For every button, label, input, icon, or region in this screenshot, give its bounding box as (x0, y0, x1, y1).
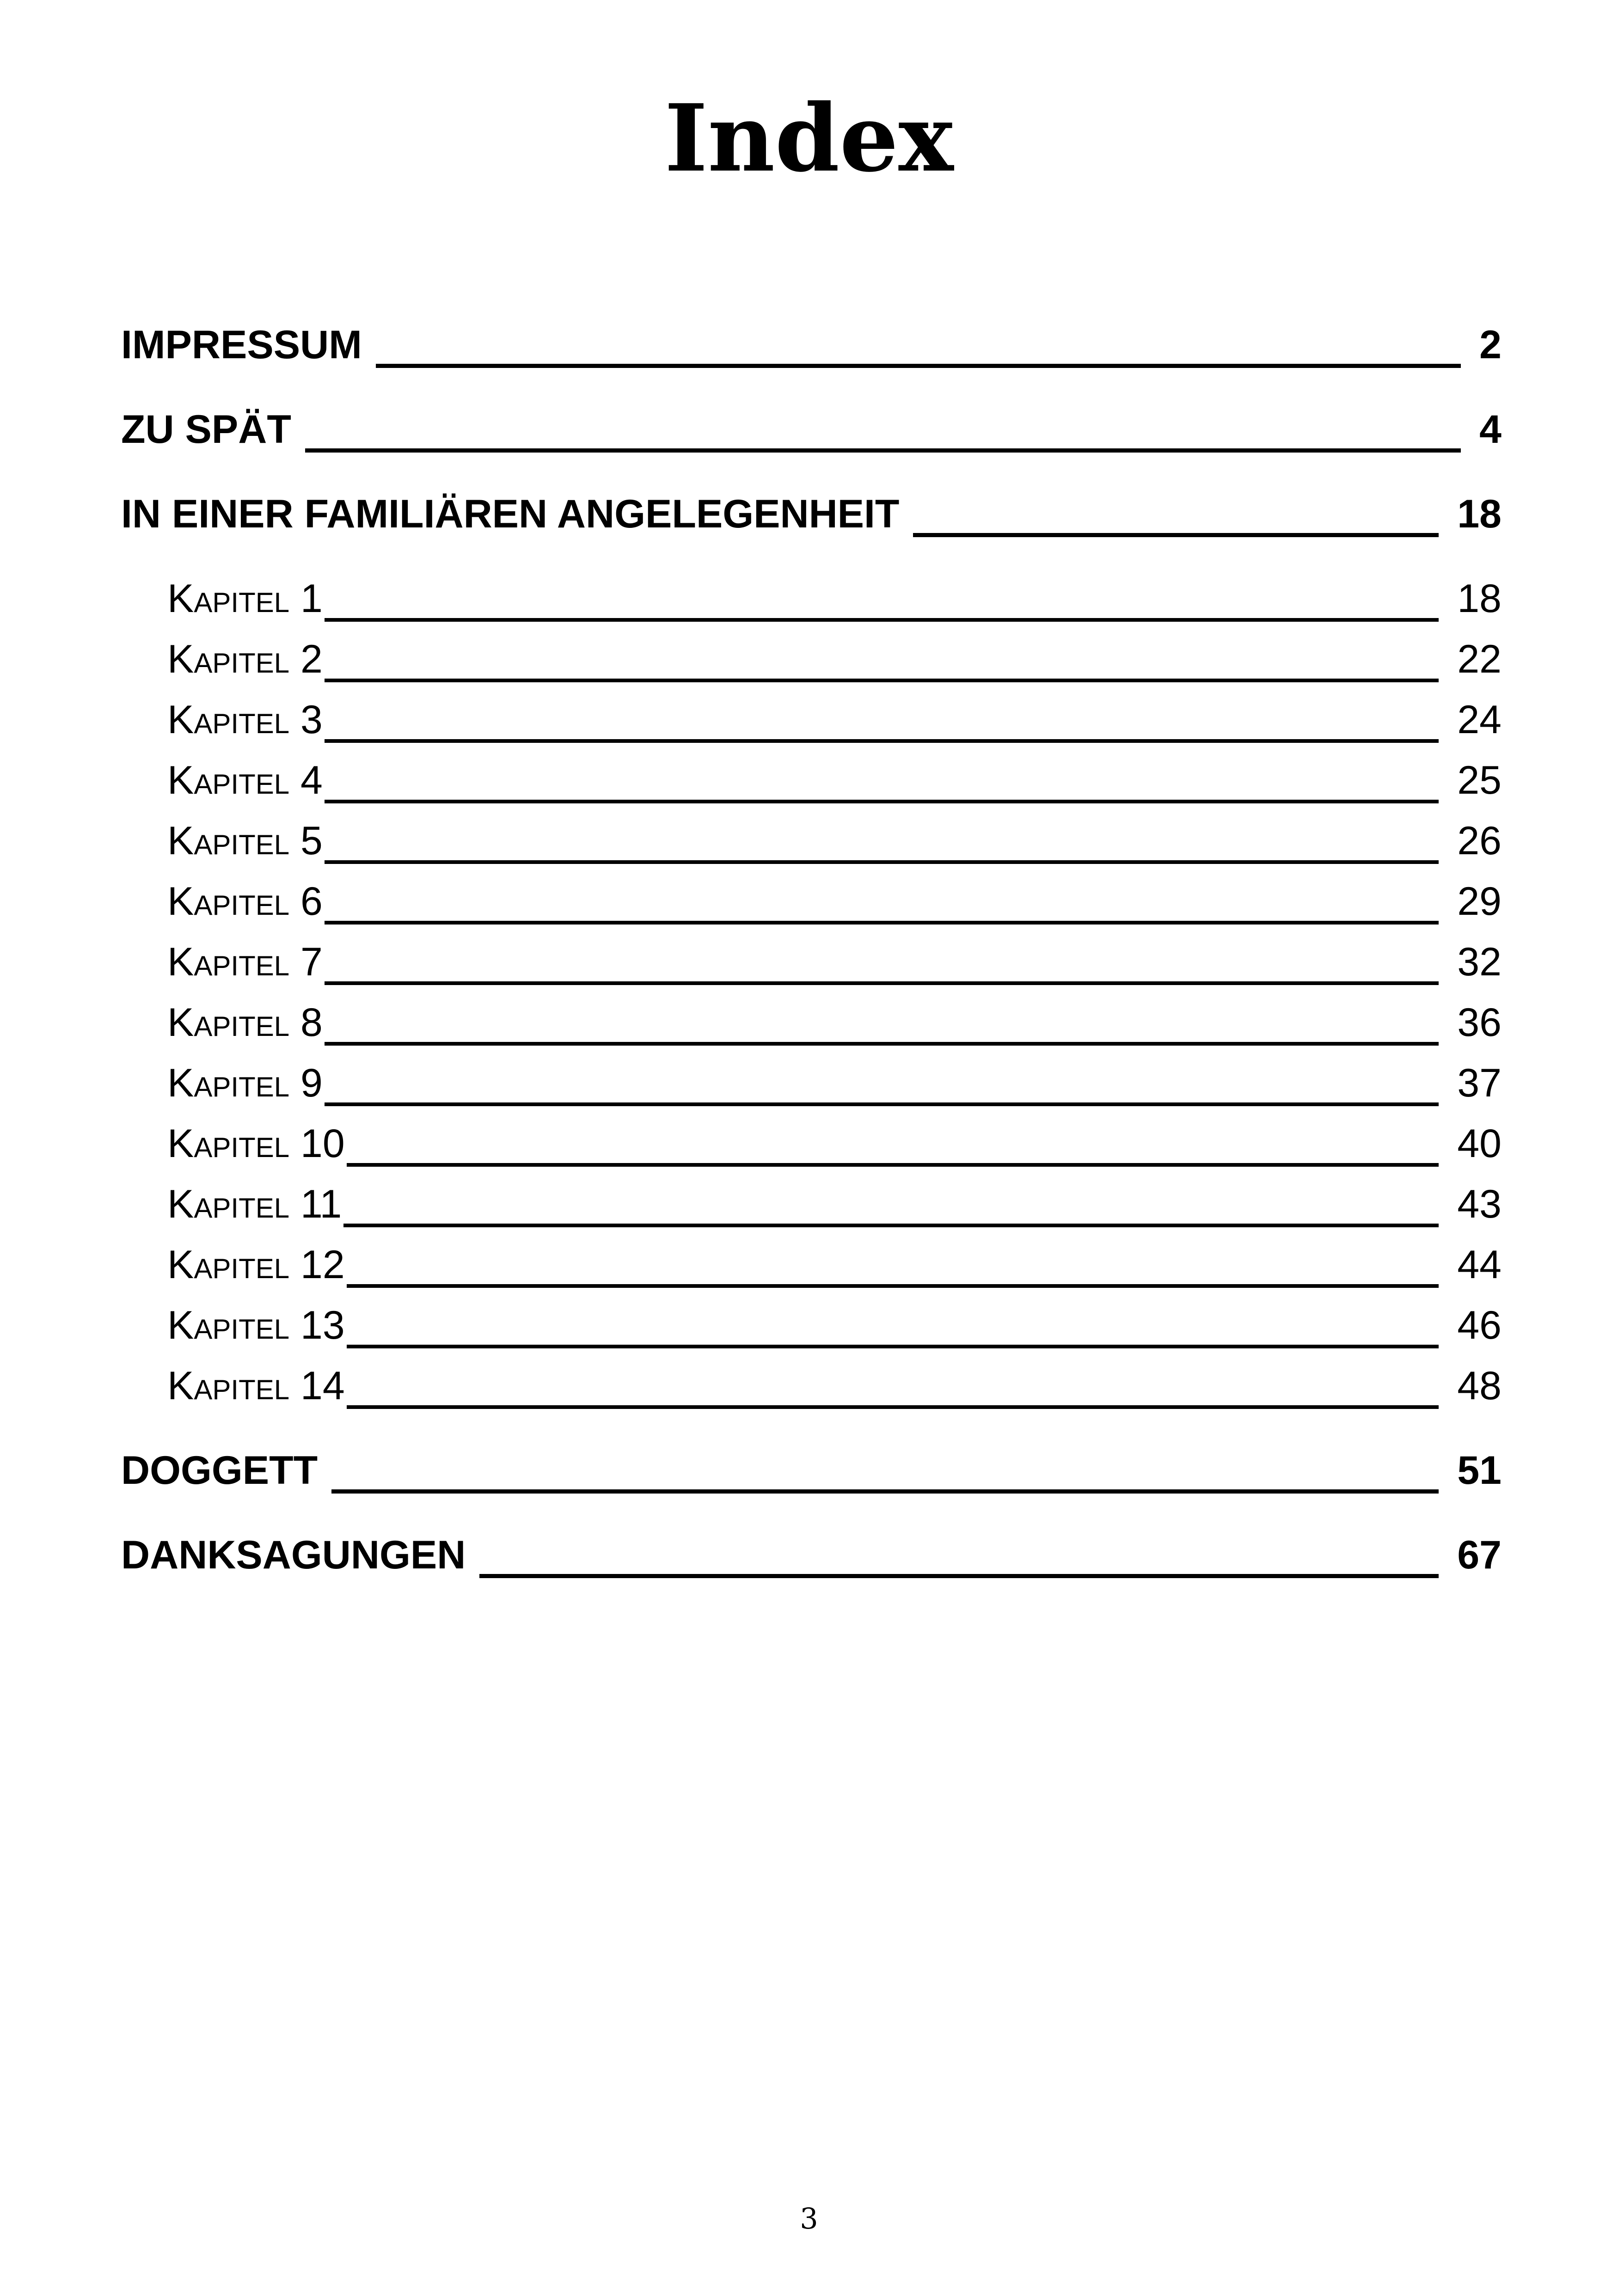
toc-page-number: 2 (1479, 323, 1502, 367)
page-title: Index (664, 84, 954, 193)
toc-page-number: 18 (1457, 576, 1502, 621)
toc-subentry (167, 1365, 1502, 1415)
toc-leader-line (325, 800, 1439, 803)
toc-page-number: 36 (1457, 1000, 1502, 1045)
toc-page-number: 67 (1457, 1533, 1502, 1577)
toc-page-number: 22 (1457, 637, 1502, 681)
toc-subentry (167, 577, 1502, 628)
toc-subentry (167, 1122, 1502, 1173)
toc-entry-label: Kapitel 12 (167, 1243, 345, 1287)
toc-leader-line (347, 1163, 1439, 1167)
toc-page-number: 18 (1457, 492, 1502, 536)
toc-entry (121, 408, 1502, 459)
toc-leader-line (325, 921, 1439, 925)
toc-page-number: 43 (1457, 1182, 1502, 1226)
toc-page-number: 40 (1457, 1121, 1502, 1166)
toc-page-number: 46 (1457, 1303, 1502, 1347)
toc-leader-line (913, 533, 1439, 537)
toc-entry-label: ZU SPÄT (121, 407, 291, 452)
toc-entry-label: Kapitel 14 (167, 1364, 345, 1408)
toc-entry-label: DOGGETT (121, 1448, 318, 1493)
toc-subentry (167, 941, 1502, 992)
toc-page-number: 29 (1457, 879, 1502, 924)
toc-subentry (167, 698, 1502, 749)
toc-leader-line (325, 679, 1439, 682)
toc-entry-label: IMPRESSUM (121, 323, 362, 367)
toc-leader-line (325, 860, 1439, 864)
toc-subentry (167, 1304, 1502, 1355)
toc-entry (121, 324, 1502, 374)
toc-entry-label: Kapitel 13 (167, 1303, 345, 1347)
toc-page-number: 44 (1457, 1243, 1502, 1287)
toc-leader-line (325, 618, 1439, 622)
toc-entry-label: Kapitel 9 (167, 1061, 323, 1105)
toc-subentry (167, 759, 1502, 810)
toc-leader-line (325, 739, 1439, 743)
toc-page-number: 37 (1457, 1061, 1502, 1105)
toc-page-number: 25 (1457, 758, 1502, 802)
toc-entry-label: IN EINER FAMILIÄREN ANGELEGENHEIT (121, 492, 900, 536)
toc-subentry (167, 1243, 1502, 1294)
toc-leader-line (347, 1345, 1439, 1348)
toc-entry-label: Kapitel 3 (167, 698, 323, 742)
toc-entry-label: DANKSAGUNGEN (121, 1533, 466, 1577)
toc-entry-label: Kapitel 11 (167, 1182, 342, 1226)
toc-leader-line (325, 981, 1439, 985)
toc-entry-label: Kapitel 2 (167, 637, 323, 681)
toc-entry (121, 1534, 1502, 1585)
toc-page-number: 32 (1457, 940, 1502, 984)
toc-subentry (167, 1001, 1502, 1052)
page-number: 3 (800, 2202, 818, 2235)
toc-page-number: 26 (1457, 819, 1502, 863)
toc-leader-line (347, 1405, 1439, 1409)
toc-entry-label: Kapitel 6 (167, 879, 323, 924)
toc-entry-label: Kapitel 7 (167, 940, 323, 984)
toc-subentry (167, 820, 1502, 870)
toc-leader-line (343, 1224, 1439, 1227)
toc-subentry (167, 638, 1502, 689)
toc-page-number: 51 (1457, 1448, 1502, 1493)
toc-entry (121, 1449, 1502, 1500)
toc-leader-line (305, 448, 1461, 453)
toc-entry-label: Kapitel 10 (167, 1121, 345, 1166)
toc-page-number: 4 (1479, 407, 1502, 452)
toc-entry-label: Kapitel 1 (167, 576, 323, 621)
toc-subentry (167, 880, 1502, 931)
toc-leader-line (325, 1042, 1439, 1046)
toc-leader-line (331, 1489, 1439, 1494)
toc-leader-line (325, 1102, 1439, 1106)
toc-entry (121, 493, 1502, 544)
toc-entry-label: Kapitel 8 (167, 1000, 323, 1045)
toc-leader-line (347, 1284, 1439, 1288)
toc-leader-line (376, 364, 1461, 368)
toc-entry-label: Kapitel 4 (167, 758, 323, 802)
toc-page-number: 24 (1457, 698, 1502, 742)
toc-page-number: 48 (1457, 1364, 1502, 1408)
toc-subentry (167, 1062, 1502, 1113)
toc-subentry (167, 1183, 1502, 1234)
toc-leader-line (479, 1574, 1439, 1578)
toc-entry-label: Kapitel 5 (167, 819, 323, 863)
